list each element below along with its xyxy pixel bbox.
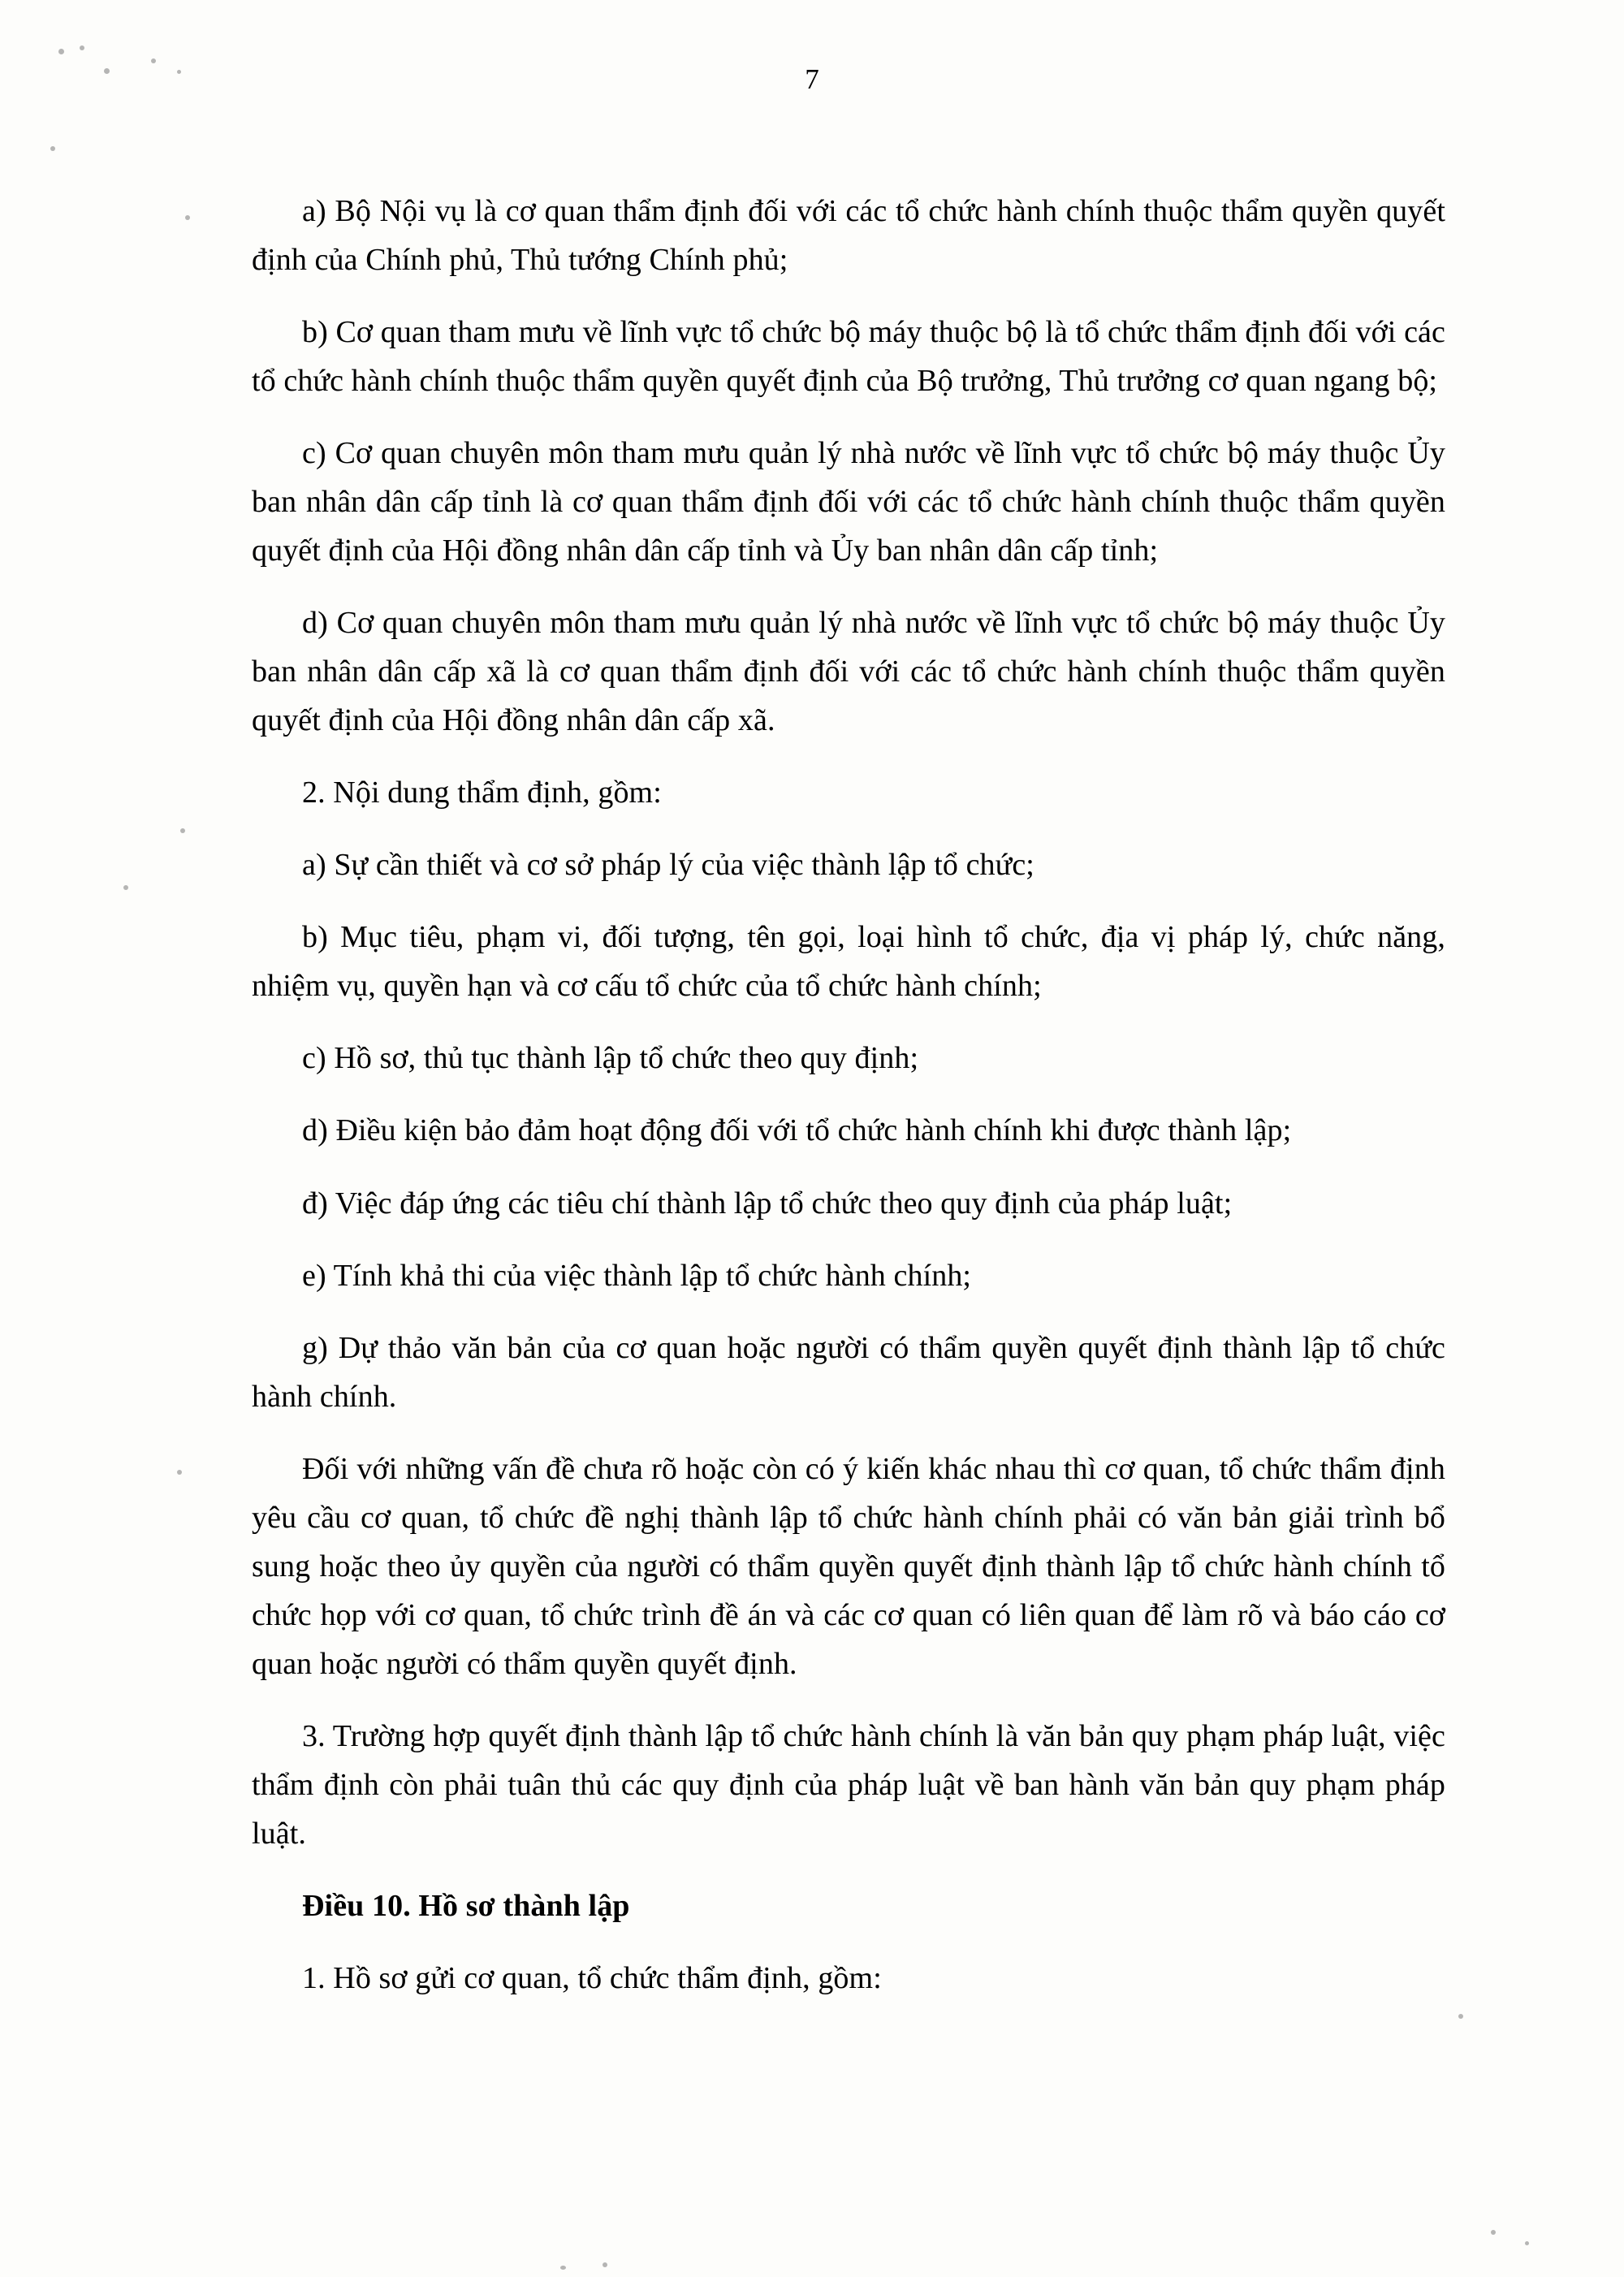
paragraph-a-2: a) Sự cần thiết và cơ sở pháp lý của việc thành lập tổ chức; xyxy=(302,848,1034,883)
scan-speck xyxy=(80,45,84,50)
scan-speck xyxy=(185,215,190,220)
section-heading-dieu-10: Điều 10. Hồ sơ thành lập xyxy=(302,1888,630,1923)
paragraph-dd-2: đ) Việc đáp ứng các tiêu chí thành lập tổ chức theo quy định của pháp luật; xyxy=(302,1186,1233,1221)
paragraph-item-2: 2. Nội dung thẩm định, gồm: xyxy=(302,776,662,810)
document-body xyxy=(252,187,1445,2026)
scan-speck xyxy=(1458,2014,1463,2019)
scan-speck xyxy=(603,2262,607,2267)
scan-speck xyxy=(560,2266,566,2270)
scan-speck xyxy=(123,885,128,890)
paragraph-a-1: a) Bộ Nội vụ là cơ quan thẩm định đối với các tổ chức hành chính thuộc thẩm quyền quyết định của Chính phủ, Thủ tướng Chính phủ; xyxy=(252,194,1445,278)
scan-speck xyxy=(177,1470,182,1475)
scan-speck xyxy=(58,49,64,54)
paragraph-d-1: d) Cơ quan chuyên môn tham mưu quản lý nhà nước về lĩnh vực tổ chức bộ máy thuộc Ủy ban nhân dân cấp xã là cơ quan thẩm định đối với các tổ chức hành chính thuộc thẩm quyền quyết định của Hội đồng nhân dân cấp xã. xyxy=(252,606,1445,738)
paragraph-e-2: e) Tính khả thi của việc thành lập tổ chức hành chính; xyxy=(302,1258,972,1293)
paragraph-c-2: c) Hồ sơ, thủ tục thành lập tổ chức theo quy định; xyxy=(302,1041,919,1076)
scan-speck xyxy=(1525,2241,1529,2245)
page-number: 7 xyxy=(805,63,819,95)
paragraph-b-1: b) Cơ quan tham mưu về lĩnh vực tổ chức bộ máy thuộc bộ là tổ chức thẩm định đối với các tổ chức hành chính thuộc thẩm quyền quyết định của Bộ trưởng, Thủ trưởng cơ quan ngang bộ; xyxy=(252,315,1445,399)
scan-speck xyxy=(50,146,55,151)
paragraph-c-1: c) Cơ quan chuyên môn tham mưu quản lý nhà nước về lĩnh vực tổ chức bộ máy thuộc Ủy ban nhân dân cấp tỉnh là cơ quan thẩm định đối với các tổ chức hành chính thuộc thẩm quyền quyết định của Hội đồng nhân dân cấp tỉnh và Ủy ban nhân dân cấp tỉnh; xyxy=(252,436,1445,568)
paragraph-d-2: d) Điều kiện bảo đảm hoạt động đối với tổ chức hành chính khi được thành lập; xyxy=(302,1113,1292,1148)
paragraph-item-3: 3. Trường hợp quyết định thành lập tổ chức hành chính là văn bản quy phạm pháp luật, việc thẩm định còn phải tuân thủ các quy định của pháp luật về ban hành văn bản quy phạm pháp luật. xyxy=(252,1718,1445,1851)
paragraph-b-2: b) Mục tiêu, phạm vi, đối tượng, tên gọi, loại hình tổ chức, địa vị pháp lý, chức năng, nhiệm vụ, quyền hạn và cơ cấu tổ chức của tổ chức hành chính; xyxy=(252,920,1445,1004)
paragraph-item-1-ho-so: 1. Hồ sơ gửi cơ quan, tổ chức thẩm định, gồm: xyxy=(302,1960,882,1995)
paragraph-doi-voi: Đối với những vấn đề chưa rõ hoặc còn có ý kiến khác nhau thì cơ quan, tổ chức thẩm định yêu cầu cơ quan, tổ chức đề nghị thành lập tổ chức hành chính phải có văn bản giải trình bổ sung hoặc theo ủy quyền của người có thẩm quyền quyết định thành lập tổ chức hành chính tổ chức họp với cơ quan, tổ chức trình đề án và các cơ quan có liên quan để làm rõ và báo cáo cơ quan hoặc người có thẩm quyền quyết định. xyxy=(252,1451,1445,1681)
scan-speck xyxy=(180,828,185,833)
scan-speck xyxy=(1491,2230,1496,2235)
paragraph-g-2: g) Dự thảo văn bản của cơ quan hoặc người có thẩm quyền quyết định thành lập tổ chức hành chính. xyxy=(252,1330,1445,1414)
